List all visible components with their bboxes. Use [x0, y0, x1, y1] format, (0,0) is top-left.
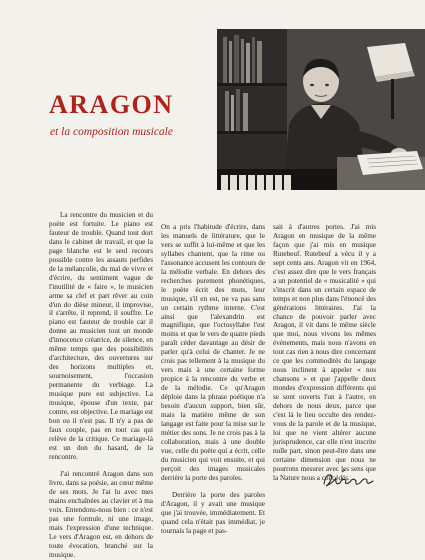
portrait-photo: [217, 29, 425, 190]
text-column-2: [161, 223, 265, 536]
text-column-3: [273, 223, 376, 483]
paragraph: sait à d'autres portes. J'ai mis Aragon en musique de la même façon que j'ai mis en musique Rutebeuf. Rutebeuf a vécu il y a sept cents ans. Aragon vit en 1964, c'est assez dire que le vers français a un potentiel de « musicalité » qui s'inscrit dans un certain espace de temps et non plus dans l'énoncé des générations littéraires. J'ai la chance de pouvoir parler avec Aragon, il vit dans le même siècle que moi, nous vivons les mêmes événements, mais nous n'avons en tout cas rien à nous dire concernant ce que les commodités du langage nous inclinent à appeler « nos chansons » et que j'appelle deux mondes d'expression différents qui se sont ouverts l'un à l'autre, en dehors de nous deux, parce que c'est là le lieu occulte des rendez-vous de la parole et de la musique, loi que ne vient altérer aucune jurisprudence, car elle n'est inscrite nulle part, sinon peut-être dans une certaine dimension que nous ne pourrons mesurer avec les sens que la Nature nous a concédés.: [273, 223, 376, 482]
article-title: ARAGON: [49, 90, 174, 119]
author-signature: [320, 466, 378, 492]
photo-illustration: [217, 29, 425, 190]
text-column-1: [49, 211, 153, 560]
paragraph: J'ai rencontré Aragon dans son livre, dans sa poésie, au cœur même de ses mots. Je l'ai lu avec mes mains enchaînées au clavier et à ma voix. Entendons-nous bien : ce n'est pas une formule, ni une image, mais l'expression d'une technique. Le vers d'Aragon est, en dehors de toute évocation, branché sur la musique.: [49, 470, 153, 559]
signature-scribble: [320, 466, 378, 492]
paragraph: On a pris l'habitude d'écrire, dans les manuels de littérature, que le vers se suffit à lui-même et que les syllabes chantent, que la rime ou l'assonance accusent les contours de la mélodie verbale. En dehors des recherches purement phonétiques, le poète écrit des mots, leur musique, s'il en est, ne va pas sans un certain rythme interne. C'est ainsi que l'alexandrin est magnifique, que l'octosyllabe l'est moins et que le vers de quatre pieds paraît céder davantage au désir de parler qu'à celui de chanter. Je ne crois pas tellement à la musique du vers mais à une certaine forme propice à la rencontre du verbe et de la mélodie. Ce qu'Aragon déploie dans la phrase poétique n'a besoin d'aucun support, bien sûr, mais la matière même de son langage est faite pour la mise sur le métier des sons. Je ne crois pas à la collaboration, mais à une double vue, celle du poète qui a écrit, celle du musicien qui voit ensuite, et qui perçoit des images musicales derrière la porte des paroles.: [161, 223, 265, 482]
paragraph: Derrière la porte des paroles d'Aragon, il y avait une musique que j'ai trouvée, immédiatement. Et quand cela n'était pas immédiat, je tournais la page et pas-: [161, 491, 265, 535]
article-subtitle: et la composition musicale: [50, 126, 173, 138]
paragraph: La rencontre du musicien et du poète est fortuite. Le piano est fauteur de trouble. Quand tout dort dans le cabinet de travail, et que la page blanche est le seul recours possible contre les assauts perfides de la mélancolie, du mal de vivre et d'écrire, du sentiment vague de l'inutilité de « faire », le musicien arme sa clef et part rêver au coin d'un do dièse mineur, il improvise, il s'arrête, il reprend, il souffre. Le piano est fauteur de trouble car il donne au musicien tout un monde d'innocence créatrice, de silence, en même temps que des possibilités d'architecture, des ouvertures sur des horizons multiples et, sournoisement, l'occasion permanente du verbiage. La musique pure est subjective. La musique, épouse d'un texte, par contre, est objective. Le mariage est bon ou il n'est pas. Il n'y a pas de faux couple, pas en tout cas qui relève de la critique. Ce mariage-là est un don du hasard, de la rencontre.: [49, 211, 153, 461]
